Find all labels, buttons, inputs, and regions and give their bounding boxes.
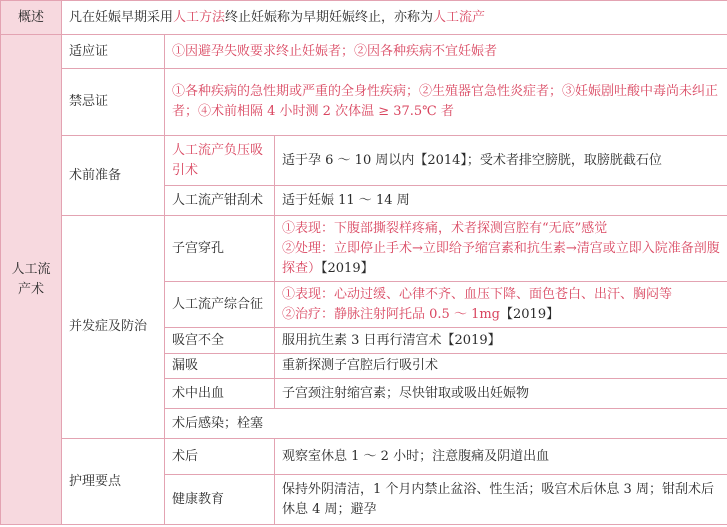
complication-name-bleeding: 术中出血	[165, 379, 275, 409]
main-topic-label: 人工流 产术	[1, 35, 62, 525]
indications-text: ①因避孕失败要求终止妊娠者；②因各种疾病不宜妊娠者	[165, 35, 727, 69]
nursing-name-education: 健康教育	[165, 475, 275, 525]
nursing-row-postop	[1, 439, 727, 475]
preop-text-suction: 适于孕 6 ～ 10 周以内【2014】；受术者排空膀胱，取膀胱截石位	[275, 136, 727, 186]
contraindications-row	[1, 69, 727, 136]
complication-text-perforation	[275, 216, 727, 282]
complication-name-syndrome: 人工流产综合征	[165, 282, 275, 328]
perforation-year: 【2019】	[321, 260, 374, 276]
complications-label: 并发症及防治	[62, 216, 165, 439]
indications-row	[1, 35, 727, 69]
complication-name-missed: 漏吸	[165, 354, 275, 379]
contraindications-text: ①各种疾病的急性期或严重的全身性疾病；②生殖器官急性炎症者；③妊娠剧吐酸中毒尚未纠正者；④术前相隔 4 小时测 2 次体温 ≥ 37.5℃ 者	[165, 69, 727, 136]
complication-text-missed: 重新探测子宫腔后行吸引术	[275, 354, 727, 379]
overview-row	[1, 1, 727, 35]
syndrome-line-2: ②治疗：静脉注射阿托品 0.5 ～ 1mg	[282, 306, 500, 322]
complication-row-perforation	[1, 216, 727, 282]
preop-method-suction: 人工流产负压吸引术	[165, 136, 275, 186]
nursing-name-postop: 术后	[165, 439, 275, 475]
overview-label: 概述	[1, 1, 62, 35]
nursing-text-education: 保持外阴清洁，1 个月内禁止盆浴、性生活；吸宫术后休息 3 周；钳刮术后休息 4 周；避孕	[275, 475, 727, 525]
indications-label: 适应证	[62, 35, 165, 69]
overview-highlight-term: 人工流产	[433, 9, 486, 25]
overview-highlight-method: 人工方法	[173, 9, 226, 25]
overview-text-before: 凡在妊娠早期采用	[69, 9, 174, 25]
complication-name-incomplete: 吸宫不全	[165, 328, 275, 354]
complication-text-bleeding: 子宫颈注射缩宫素；尽快钳取或吸出妊娠物	[275, 379, 727, 409]
preop-text-curettage: 适于妊娠 11 ～ 14 周	[275, 186, 727, 216]
nursing-text-postop: 观察室休息 1 ～ 2 小时；注意腹痛及阴道出血	[275, 439, 727, 475]
complication-text-incomplete: 服用抗生素 3 日再行清宫术【2019】	[275, 328, 727, 354]
overview-text	[62, 1, 727, 35]
preop-row-suction	[1, 136, 727, 186]
nursing-label: 护理要点	[62, 439, 165, 525]
perforation-line-2: ②处理：立即停止手术→立即给予缩宫素和抗生素→清宫或立即入院准备剖腹探查）	[282, 240, 720, 276]
preop-label: 术前准备	[62, 136, 165, 216]
syndrome-line-1: ①表现：心动过缓、心律不齐、血压下降、面色苍白、出汗、胸闷等	[282, 286, 673, 302]
syndrome-year: 【2019】	[500, 306, 560, 322]
complication-name-perforation: 子宫穿孔	[165, 216, 275, 282]
complication-text-syndrome	[275, 282, 727, 328]
perforation-line-1: ①表现：下腹部撕裂样疼痛，术者探测宫腔有“无底”感觉	[282, 220, 608, 236]
preop-method-curettage: 人工流产钳刮术	[165, 186, 275, 216]
contraindications-label: 禁忌证	[62, 69, 165, 136]
complication-name-infection: 术后感染；栓塞	[165, 409, 727, 439]
overview-text-middle: 终止妊娠称为早期妊娠终止，亦称为	[225, 9, 434, 25]
